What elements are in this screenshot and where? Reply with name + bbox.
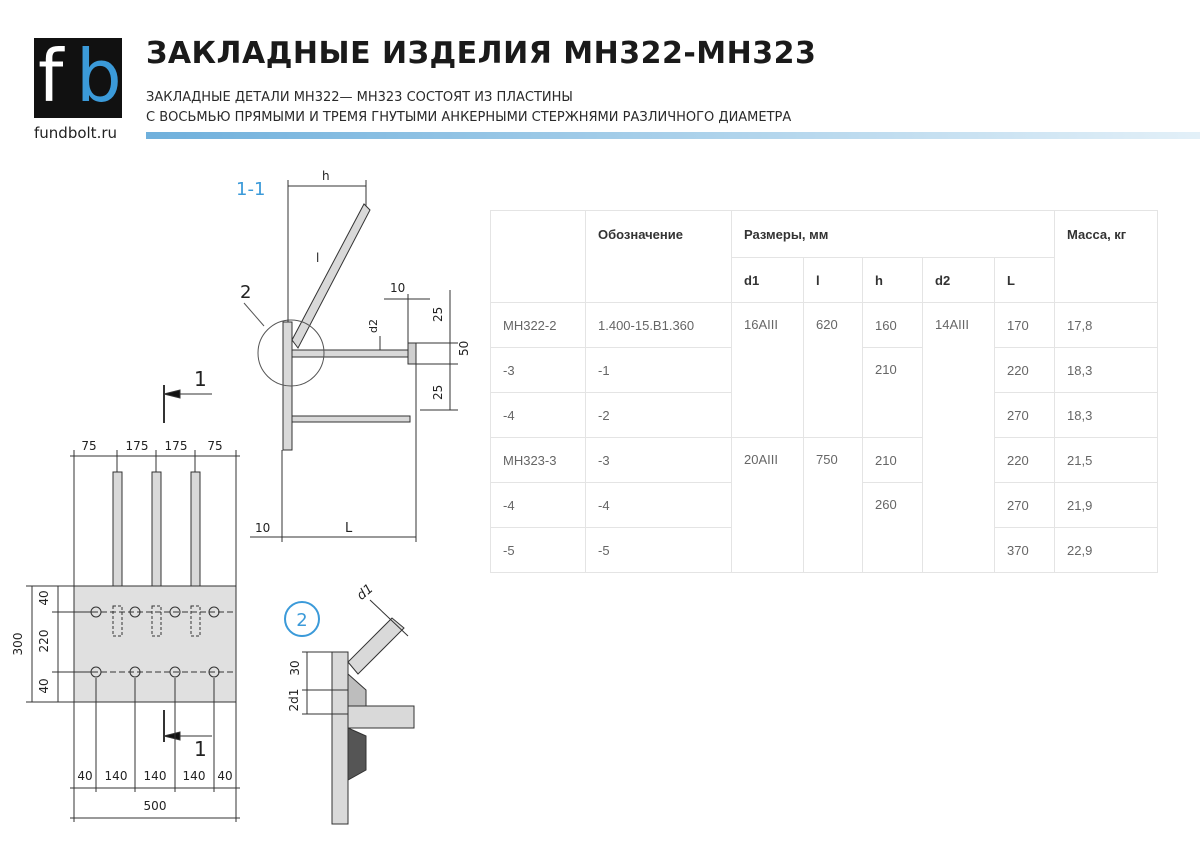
logo-caption: fundbolt.ru bbox=[34, 124, 118, 142]
cell-code: -2 bbox=[586, 393, 732, 438]
table-header-row bbox=[491, 211, 1158, 258]
header-rule bbox=[146, 132, 1200, 139]
cell-L: 370 bbox=[995, 528, 1055, 573]
header-d1: d1 bbox=[732, 258, 804, 303]
cell-name: -3 bbox=[491, 348, 586, 393]
subtitle-line-2: С ВОСЬМЬЮ ПРЯМЫМИ И ТРЕМЯ ГНУТЫМИ АНКЕРНЫМИ СТЕРЖНЯМИ РАЗЛИЧНОГО ДИАМЕТРА bbox=[146, 110, 792, 125]
cell-h: 210 bbox=[863, 438, 923, 483]
cell-mass: 22,9 bbox=[1055, 528, 1158, 573]
cell-code: -1 bbox=[586, 348, 732, 393]
cell-h: 160 bbox=[863, 303, 923, 348]
bottom-total-label: 500 bbox=[143, 799, 167, 813]
anchor-head bbox=[408, 343, 416, 364]
dim-d2-label: d2 bbox=[367, 319, 380, 333]
dim-25-top-label: 25 bbox=[431, 306, 445, 322]
cut-label-bottom: 1 bbox=[194, 737, 207, 761]
logo bbox=[34, 34, 122, 118]
table-row bbox=[491, 303, 1158, 348]
straight-anchor-bottom bbox=[292, 416, 410, 422]
bottom-dim-1: 140 bbox=[104, 769, 128, 783]
detail-d1-label: d1 bbox=[354, 581, 377, 604]
rod-2 bbox=[152, 472, 161, 586]
rod-3 bbox=[191, 472, 200, 586]
detail-2d1-label: 2d1 bbox=[287, 688, 301, 712]
dim-25-bottom-label: 25 bbox=[431, 384, 445, 400]
technical-drawing bbox=[0, 140, 490, 850]
header-mass: Масса, кг bbox=[1055, 211, 1158, 303]
cell-name: МН322-2 bbox=[491, 303, 586, 348]
bent-anchor bbox=[292, 204, 370, 348]
cell-L: 220 bbox=[995, 348, 1055, 393]
cell-name: -4 bbox=[491, 483, 586, 528]
cell-L: 270 bbox=[995, 393, 1055, 438]
dim-10-bottom-label: 10 bbox=[255, 521, 271, 535]
side-dim-2: 40 bbox=[37, 678, 51, 694]
page-subtitle bbox=[146, 88, 791, 128]
header-h: h bbox=[863, 258, 923, 303]
dim-L-label: L bbox=[345, 521, 353, 536]
top-dim-3: 75 bbox=[207, 439, 223, 453]
cell-L: 220 bbox=[995, 438, 1055, 483]
detail-straight-rod bbox=[348, 706, 414, 728]
cell-l: 750 bbox=[804, 438, 863, 573]
spec-table bbox=[490, 210, 1158, 573]
cell-mass: 17,8 bbox=[1055, 303, 1158, 348]
cell-name: -4 bbox=[491, 393, 586, 438]
side-dim-0: 40 bbox=[37, 590, 51, 606]
top-dim-0: 75 bbox=[81, 439, 97, 453]
subtitle-line-1: ЗАКЛАДНЫЕ ДЕТАЛИ МН322— МН323 СОСТОЯТ ИЗ ПЛАСТИНЫ bbox=[146, 90, 573, 105]
page-title: ЗАКЛАДНЫЕ ИЗДЕЛИЯ МН322-МН323 bbox=[146, 36, 817, 71]
cell-code: -5 bbox=[586, 528, 732, 573]
cell-mass: 18,3 bbox=[1055, 348, 1158, 393]
header-d2: d2 bbox=[923, 258, 995, 303]
header-empty bbox=[491, 211, 586, 303]
cell-mass: 21,9 bbox=[1055, 483, 1158, 528]
detail-bent-rod bbox=[348, 618, 404, 674]
top-dim-1: 175 bbox=[125, 439, 149, 453]
cell-L: 170 bbox=[995, 303, 1055, 348]
bottom-dim-3: 140 bbox=[182, 769, 206, 783]
cell-mass: 21,5 bbox=[1055, 438, 1158, 483]
dim-10-top-label: 10 bbox=[390, 281, 406, 295]
bottom-dim-0: 40 bbox=[77, 769, 93, 783]
cell-name: -5 bbox=[491, 528, 586, 573]
cut-label-top: 1 bbox=[194, 367, 207, 391]
cell-h: 210 bbox=[863, 348, 923, 438]
cell-d1: 20AIII bbox=[732, 438, 804, 573]
cell-l: 620 bbox=[804, 303, 863, 438]
table-row bbox=[491, 438, 1158, 483]
top-dim-2: 175 bbox=[164, 439, 188, 453]
header-sizes: Размеры, мм bbox=[732, 211, 1055, 258]
cell-code: -4 bbox=[586, 483, 732, 528]
side-dim-1: 220 bbox=[37, 629, 51, 653]
header-L: L bbox=[995, 258, 1055, 303]
dim-l-label: l bbox=[316, 251, 320, 265]
cell-code: -3 bbox=[586, 438, 732, 483]
logo-letter-f: f bbox=[38, 34, 64, 118]
detail-badge-label: 2 bbox=[296, 610, 308, 631]
section-label: 1-1 bbox=[236, 179, 266, 200]
rod-1 bbox=[113, 472, 122, 586]
cell-name: МН323-3 bbox=[491, 438, 586, 483]
dim-h-label: h bbox=[322, 169, 330, 183]
straight-anchor-top bbox=[292, 350, 410, 357]
cell-d1: 16AIII bbox=[732, 303, 804, 438]
logo-letter-b: b bbox=[76, 34, 122, 118]
cell-h: 260 bbox=[863, 483, 923, 573]
side-total-label: 300 bbox=[11, 632, 25, 656]
cell-mass: 18,3 bbox=[1055, 393, 1158, 438]
bottom-dim-2: 140 bbox=[143, 769, 167, 783]
callout-2-label: 2 bbox=[240, 282, 252, 303]
bottom-dim-4: 40 bbox=[217, 769, 233, 783]
cell-L: 270 bbox=[995, 483, 1055, 528]
detail-30-label: 30 bbox=[288, 660, 302, 676]
dim-50-label: 50 bbox=[457, 340, 471, 356]
header-designation: Обозначение bbox=[586, 211, 732, 303]
base-plate bbox=[74, 586, 236, 702]
cell-code: 1.400-15.В1.360 bbox=[586, 303, 732, 348]
header-l: l bbox=[804, 258, 863, 303]
cell-d2: 14AIII bbox=[923, 303, 995, 573]
detail-plate bbox=[332, 652, 348, 824]
